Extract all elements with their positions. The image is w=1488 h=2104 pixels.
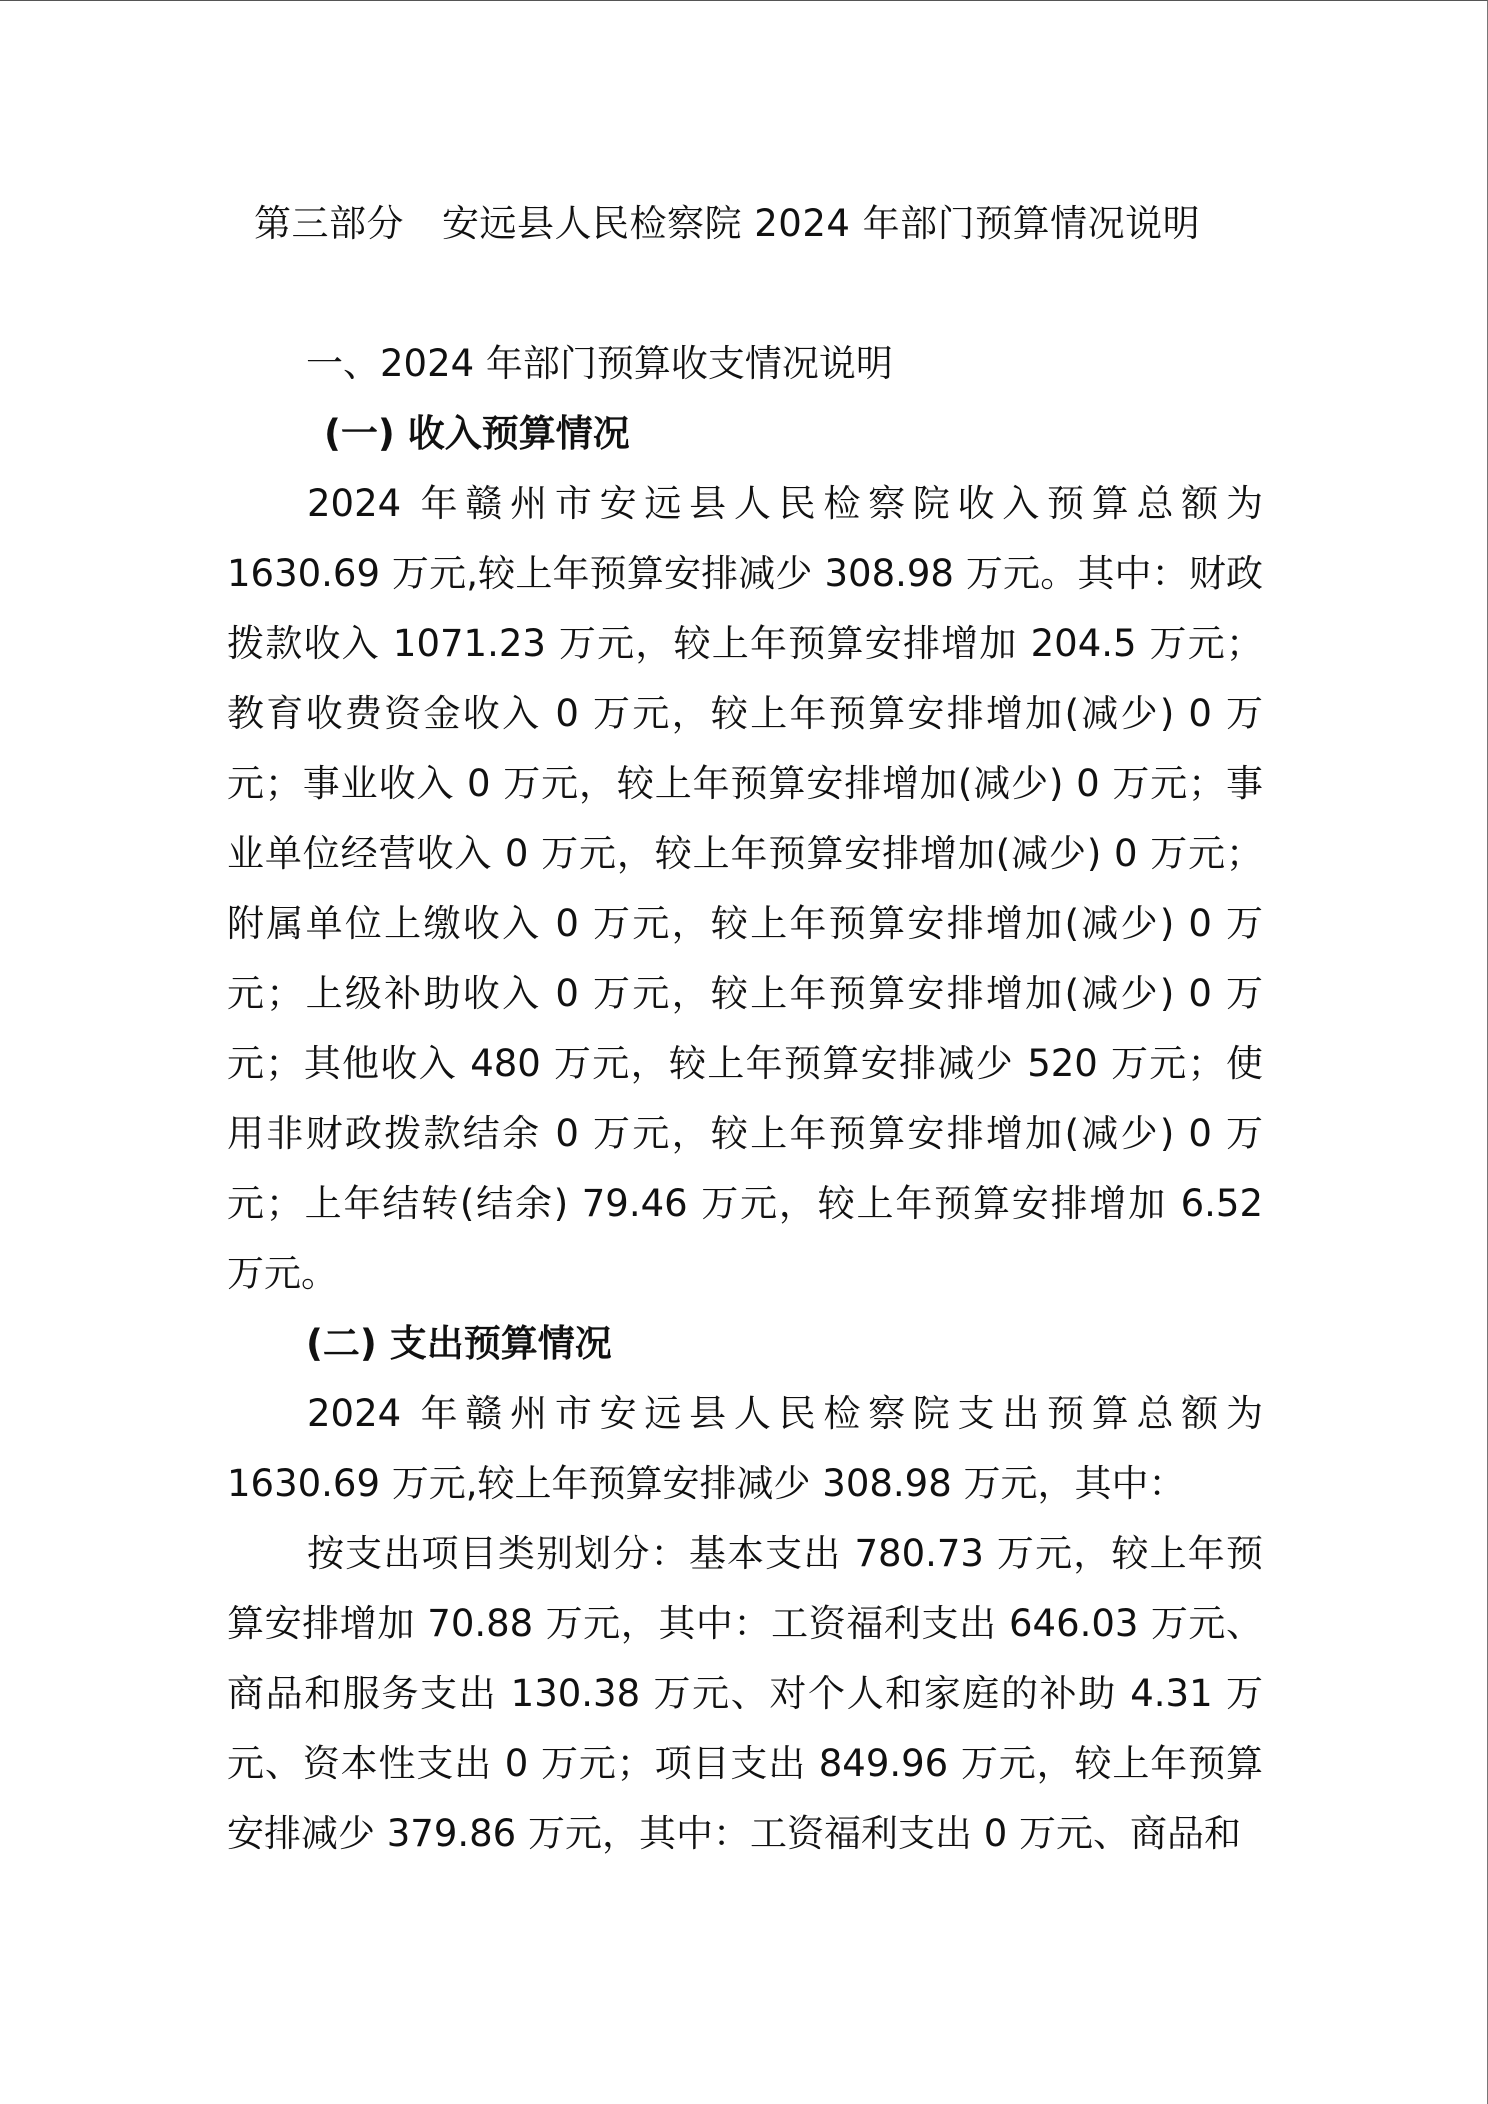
income-paragraph: 2024 年赣州市安远县人民检察院收入预算总额为1630.69 万元,较上年预算安排减少 308.98 万元。其中：财政拨款收入 1071.23 万元，较上年预算安排增加 204.5 万元；教育收费资金收入 0 万元，较上年预算安排增加(减少) 0 万元；事业收入 0 万元，较上年预算安排增加(减少) 0 万元；事业单位经营收入 0 万元，较上年预算安排增加(减少) 0 万元；附属单位上缴收入 0 万元，较上年预算安排增加(减少) 0 万元；上级补助收入 0 万元，较上年预算安排增加(减少) 0 万元；其他收入 480 万元，较上年预算安排减少 520 万元；使用非财政拨款结余 0 万元，较上年预算安排增加(减少) 0 万元；上年结转(结余) 79.46 万元，较上年预算安排增加 6.52 万元。 [227, 482, 1263, 1295]
subsection-expense-heading: (二) 支出预算情况 [306, 1322, 612, 1365]
expense-detail-paragraph: 按支出项目类别划分：基本支出 780.73 万元，较上年预算安排增加 70.88 万元，其中：工资福利支出 646.03 万元、商品和服务支出 130.38 万元、对个人和家庭的补助 4.31 万元、资本性支出 0 万元；项目支出 849.96 万元，较上年预算安排减少 379.86 万元，其中：工资福利支出 0 万元、商品和 [227, 1532, 1263, 1855]
title-main-text: 安远县人民检察院 2024 年部门预算情况说明 [442, 202, 1201, 245]
section-heading-budget: 一、2024 年部门预算收支情况说明 [306, 342, 893, 385]
title-part-label: 第三部分 [254, 202, 404, 245]
document-title [254, 198, 1274, 250]
expense-paragraph: 2024 年赣州市安远县人民检察院支出预算总额为1630.69 万元,较上年预算安排减少 308.98 万元，其中： [227, 1392, 1263, 1505]
subsection-income-heading: (一) 收入预算情况 [324, 412, 630, 455]
